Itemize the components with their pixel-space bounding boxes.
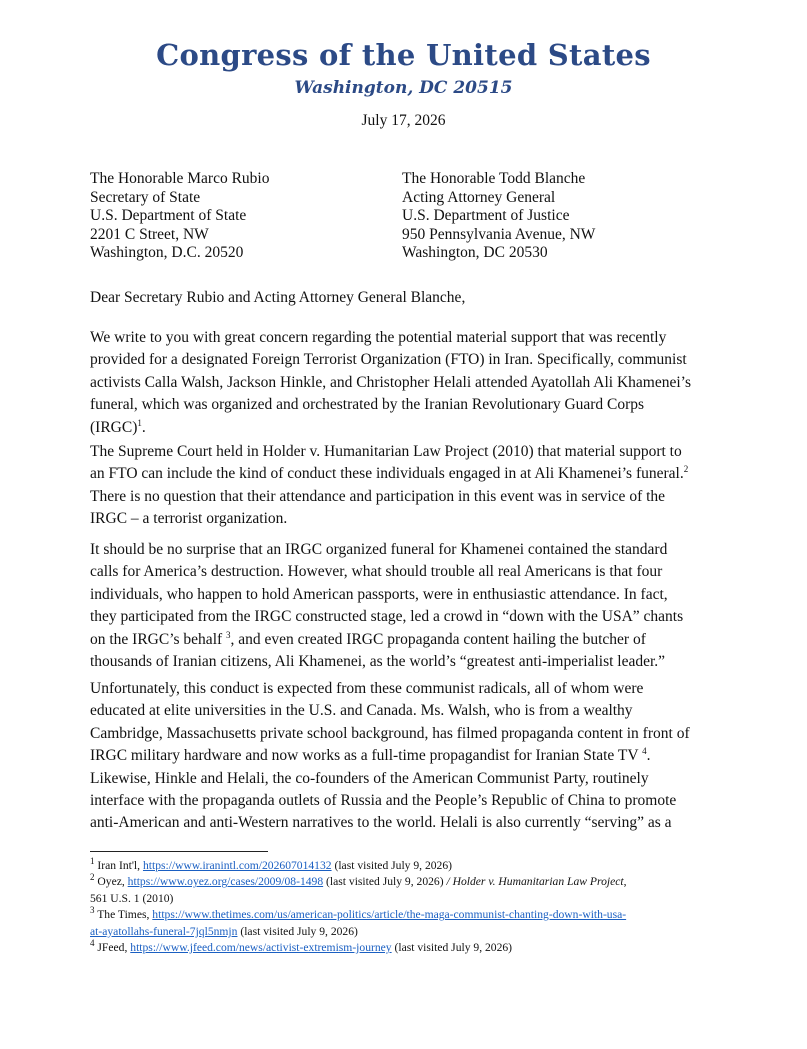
paragraph-line: they participated from the IRGC constructed stage, led a crowd in “down with the USA” chants <box>90 608 684 626</box>
paragraph-line: Likewise, Hinkle and Helali, the co-founders of the American Communist Party, routinely <box>90 769 649 787</box>
footnote-visited: (last visited July 9, 2026) <box>237 924 358 938</box>
address-line: U.S. Department of Justice <box>402 207 570 225</box>
body-paragraph-2 <box>90 441 730 531</box>
salutation: Dear Secretary Rubio and Acting Attorney General Blanche, <box>90 289 466 306</box>
footnote-link[interactable]: https://www.iranintl.com/202607014132 <box>142 859 332 872</box>
body-paragraph-3 <box>90 539 730 673</box>
footnote-2 <box>90 874 730 890</box>
paragraph-text: . <box>141 418 146 436</box>
footnote-number: 2 <box>90 872 95 883</box>
paragraph-text: IRGC military hardware and now works as a full-time propagandist for Iranian State TV <box>90 747 639 765</box>
paragraph-text: , and even created IRGC propaganda content hailing the butcher of <box>230 630 646 648</box>
paragraph-line: The Supreme Court held in Holder v. Humanitarian Law Project (2010) that material support to <box>90 443 682 460</box>
body-paragraph-1 <box>90 327 730 439</box>
footnote-source: Oyez, <box>97 875 128 889</box>
footnote-visited: (last visited July 9, 2026) <box>323 875 447 889</box>
footnote-1 <box>90 858 730 874</box>
paragraph-line: It should be no surprise that an IRGC organized funeral for Khamenei contained the standard <box>90 541 668 558</box>
paragraph-line: anti-American and anti-Western narratives to the world. Helali is also currently “serving” as a <box>90 814 672 832</box>
paragraph-line <box>90 745 730 767</box>
paragraph-line: individuals, who happen to hold American passports, were in enthusiastic attendance. In fact, <box>90 585 668 603</box>
footnote-link[interactable]: https://www.oyez.org/cases/2009/08-1498 <box>127 875 324 889</box>
paragraph-line: We write to you with great concern regarding the potential material support that was recently <box>90 329 667 346</box>
address-line: 2201 C Street, NW <box>90 225 209 243</box>
paragraph-line: There is no question that their attendance and participation in this event was in service of the <box>90 487 666 505</box>
footnote-number: 1 <box>90 856 95 867</box>
paragraph-line: interface with the propaganda outlets of Russia and the People’s Republic of China to promote <box>90 792 677 810</box>
body-paragraph-4 <box>90 678 730 835</box>
footnote-punct: , <box>623 875 627 889</box>
paragraph-text: (IRGC) <box>90 418 138 436</box>
letterhead-title: Congress of the United States <box>156 38 651 72</box>
address-line: 950 Pennsylvania Avenue, NW <box>402 225 596 243</box>
recipient-address-left <box>90 170 270 263</box>
address-line: Secretary of State <box>90 188 201 206</box>
footnote-number: 3 <box>90 905 95 916</box>
paragraph-line: Cambridge, Massachusetts private school background, has filmed propaganda content in front of <box>90 724 690 742</box>
footnote-link[interactable]: at-ayatollahs-funeral-7jql5nmjn <box>90 924 238 938</box>
paragraph-line: educated at elite universities in the U.S. and Canada. Ms. Walsh, who is from a wealthy <box>90 702 633 720</box>
footnote-ref: 2 <box>683 464 689 475</box>
paragraph-line: Unfortunately, this conduct is expected from these communist radicals, all of whom were <box>90 680 644 697</box>
letter-date: July 17, 2026 <box>361 112 446 129</box>
paragraph-line: activists Calla Walsh, Jackson Hinkle, and Christopher Helali attended Ayatollah Ali Khamenei’s <box>90 373 691 391</box>
footnote-case-name: / Holder v. Humanitarian Law Project <box>446 875 624 889</box>
paragraph-text: . <box>646 747 651 765</box>
footnote-ref: 1 <box>137 417 142 428</box>
footnote-source: JFeed, <box>97 941 131 955</box>
address-line: Washington, D.C. 20520 <box>90 244 244 262</box>
paragraph-line <box>90 417 730 439</box>
paragraph-line: calls for America’s destruction. However, what should trouble all real Americans is that four <box>90 563 663 581</box>
footnote-3 <box>90 907 730 923</box>
footnote-source: Iran Int'l, <box>97 859 143 872</box>
address-line: Washington, DC 20530 <box>402 244 548 262</box>
footnote-ref: 3 <box>226 629 231 640</box>
footnote-ref: 4 <box>642 746 647 757</box>
recipient-address-right <box>402 170 595 263</box>
paragraph-text: on the IRGC’s behalf <box>90 630 223 648</box>
paragraph-line <box>90 463 730 485</box>
address-line: The Honorable Todd Blanche <box>402 170 586 187</box>
letterhead-subtitle: Washington, DC 20515 <box>294 78 513 98</box>
footnote-visited: (last visited July 9, 2026) <box>391 941 513 955</box>
footnote-source: The Times, <box>97 908 153 922</box>
paragraph-line: funeral, which was organized and orchestrated by the Iranian Revolutionary Guard Corps <box>90 396 645 414</box>
letterhead <box>0 38 807 99</box>
footnotes <box>90 858 730 956</box>
paragraph-line: IRGC – a terrorist organization. <box>90 510 288 528</box>
footnote-link[interactable]: https://www.thetimes.com/us/american-politics/article/the-maga-communist-chanting-down-with-usa- <box>152 908 627 922</box>
footnote-divider <box>90 851 268 852</box>
paragraph-text: an FTO can include the kind of conduct these individuals engaged in at Ali Khamenei’s funeral. <box>90 465 684 483</box>
footnote-visited: (last visited July 9, 2026) <box>331 859 453 872</box>
footnote-3-continued <box>90 924 730 940</box>
footnote-link[interactable]: https://www.jfeed.com/news/activist-extremism-journey <box>130 941 392 955</box>
address-line: U.S. Department of State <box>90 207 247 225</box>
footnote-4 <box>90 940 730 956</box>
paragraph-line: provided for a designated Foreign Terrorist Organization (FTO) in Iran. Specifically, communist <box>90 351 687 369</box>
address-line: Acting Attorney General <box>402 188 556 206</box>
footnote-number: 4 <box>90 938 95 949</box>
paragraph-line <box>90 629 730 651</box>
address-line: The Honorable Marco Rubio <box>90 170 270 187</box>
footnote-2-continued: 561 U.S. 1 (2010) <box>90 891 174 905</box>
paragraph-line: thousands of Iranian citizens, Ali Khamenei, as the world’s “greatest anti-imperialist leader.” <box>90 653 666 671</box>
